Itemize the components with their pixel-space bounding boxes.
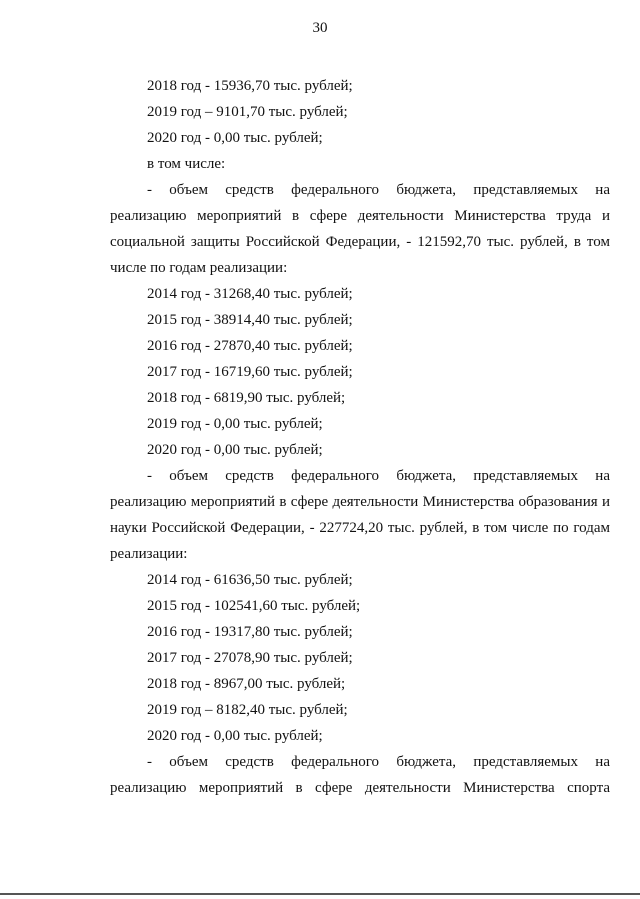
labor-2018: 2018 год - 6819,90 тыс. рублей; [147,390,346,406]
paragraph-education-line2: реализацию мероприятий в сфере деятельности Министерства образования и [110,494,610,510]
funding-line-2020: 2020 год - 0,00 тыс. рублей; [147,130,323,146]
paragraph-labor-line4: числе по годам реализации: [110,260,288,276]
education-2017: 2017 год - 27078,90 тыс. рублей; [147,650,353,666]
paragraph-labor-line2: реализацию мероприятий в сфере деятельности Министерства труда и [110,208,610,224]
paragraph-sport-line1: - объем средств федерального бюджета, представляемых на [147,754,610,770]
funding-line-2019: 2019 год – 9101,70 тыс. рублей; [147,104,348,120]
paragraph-education-line3: науки Российской Федерации, - 227724,20 тыс. рублей, в том числе по годам [110,520,610,536]
education-2019: 2019 год – 8182,40 тыс. рублей; [147,702,348,718]
education-2020: 2020 год - 0,00 тыс. рублей; [147,728,323,744]
paragraph-sport-line2: реализацию мероприятий в сфере деятельности Министерства спорта [110,780,610,796]
education-2018: 2018 год - 8967,00 тыс. рублей; [147,676,346,692]
scan-edge-line [0,893,640,895]
page-number: 30 [312,20,328,36]
labor-2017: 2017 год - 16719,60 тыс. рублей; [147,364,353,380]
labor-2020: 2020 год - 0,00 тыс. рублей; [147,442,323,458]
paragraph-labor-line3: социальной защиты Российской Федерации, - 121592,70 тыс. рублей, в том [110,234,610,250]
education-2015: 2015 год - 102541,60 тыс. рублей; [147,598,361,614]
paragraph-labor-line1: - объем средств федерального бюджета, представляемых на [147,182,610,198]
paragraph-education-line1: - объем средств федерального бюджета, представляемых на [147,468,610,484]
labor-2015: 2015 год - 38914,40 тыс. рублей; [147,312,353,328]
labor-2019: 2019 год - 0,00 тыс. рублей; [147,416,323,432]
funding-line-2018: 2018 год - 15936,70 тыс. рублей; [147,78,353,94]
labor-2016: 2016 год - 27870,40 тыс. рублей; [147,338,353,354]
education-2014: 2014 год - 61636,50 тыс. рублей; [147,572,353,588]
education-2016: 2016 год - 19317,80 тыс. рублей; [147,624,353,640]
including-label: в том числе: [147,156,226,172]
document-body [110,73,610,801]
paragraph-education-line4: реализации: [110,546,188,562]
labor-2014: 2014 год - 31268,40 тыс. рублей; [147,286,353,302]
